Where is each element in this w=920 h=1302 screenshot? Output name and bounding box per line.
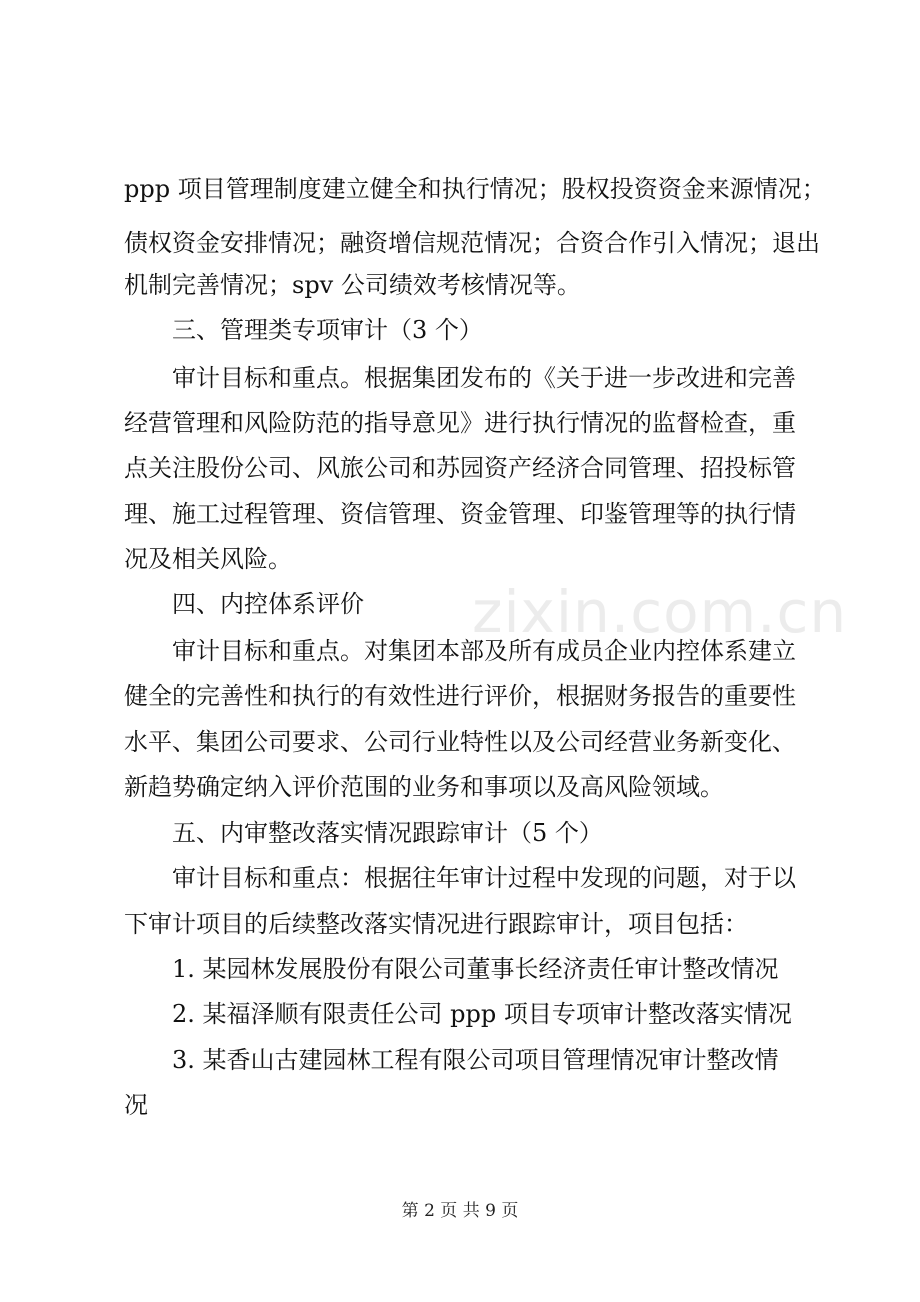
section-heading: 五、内审整改落实情况跟踪审计（5 个） [172, 819, 603, 847]
body-line: 新趋势确定纳入评价范围的业务和事项以及高风险领域。 [124, 773, 724, 801]
section-heading: 四、内控体系评价 [172, 590, 364, 618]
body-line: 机制完善情况；spv 公司绩效考核情况等。 [124, 271, 581, 299]
body-line: 审计目标和重点。对集团本部及所有成员企业内控体系建立 [172, 637, 796, 665]
list-item: 3. 某香山古建园林工程有限公司项目管理情况审计整改情 [172, 1046, 779, 1074]
body-line: ppp 项目管理制度建立健全和执行情况；股权投资资金来源情况； [124, 175, 826, 203]
body-line: 健全的完善性和执行的有效性进行评价，根据财务报告的重要性 [124, 682, 796, 710]
list-item: 1. 某园林发展股份有限公司董事长经济责任审计整改情况 [172, 955, 779, 983]
body-line: 审计目标和重点：根据往年审计过程中发现的问题，对于以 [172, 864, 796, 892]
list-item: 2. 某福泽顺有限责任公司 ppp 项目专项审计整改落实情况 [172, 1000, 792, 1028]
watermark: zixin.com.cn [472, 578, 848, 646]
body-line: 下审计项目的后续整改落实情况进行跟踪审计，项目包括： [124, 910, 748, 938]
body-line: 审计目标和重点。根据集团发布的《关于进一步改进和完善 [172, 364, 796, 392]
section-heading: 三、管理类专项审计（3 个） [172, 316, 483, 344]
body-line: 点关注股份公司、风旅公司和苏园资产经济合同管理、招投标管 [124, 454, 796, 482]
body-line: 水平、集团公司要求、公司行业特性以及公司经营业务新变化、 [124, 728, 796, 756]
page-footer: 第 2 页 共 9 页 [401, 1201, 519, 1221]
body-line: 债权资金安排情况；融资增信规范情况；合资合作引入情况；退出 [124, 229, 820, 257]
body-line: 况及相关风险。 [124, 545, 292, 573]
list-item-continued: 况 [124, 1091, 148, 1119]
body-line: 理、施工过程管理、资信管理、资金管理、印鉴管理等的执行情 [124, 500, 796, 528]
body-line: 经营管理和风险防范的指导意见》进行执行情况的监督检查，重 [124, 409, 796, 437]
